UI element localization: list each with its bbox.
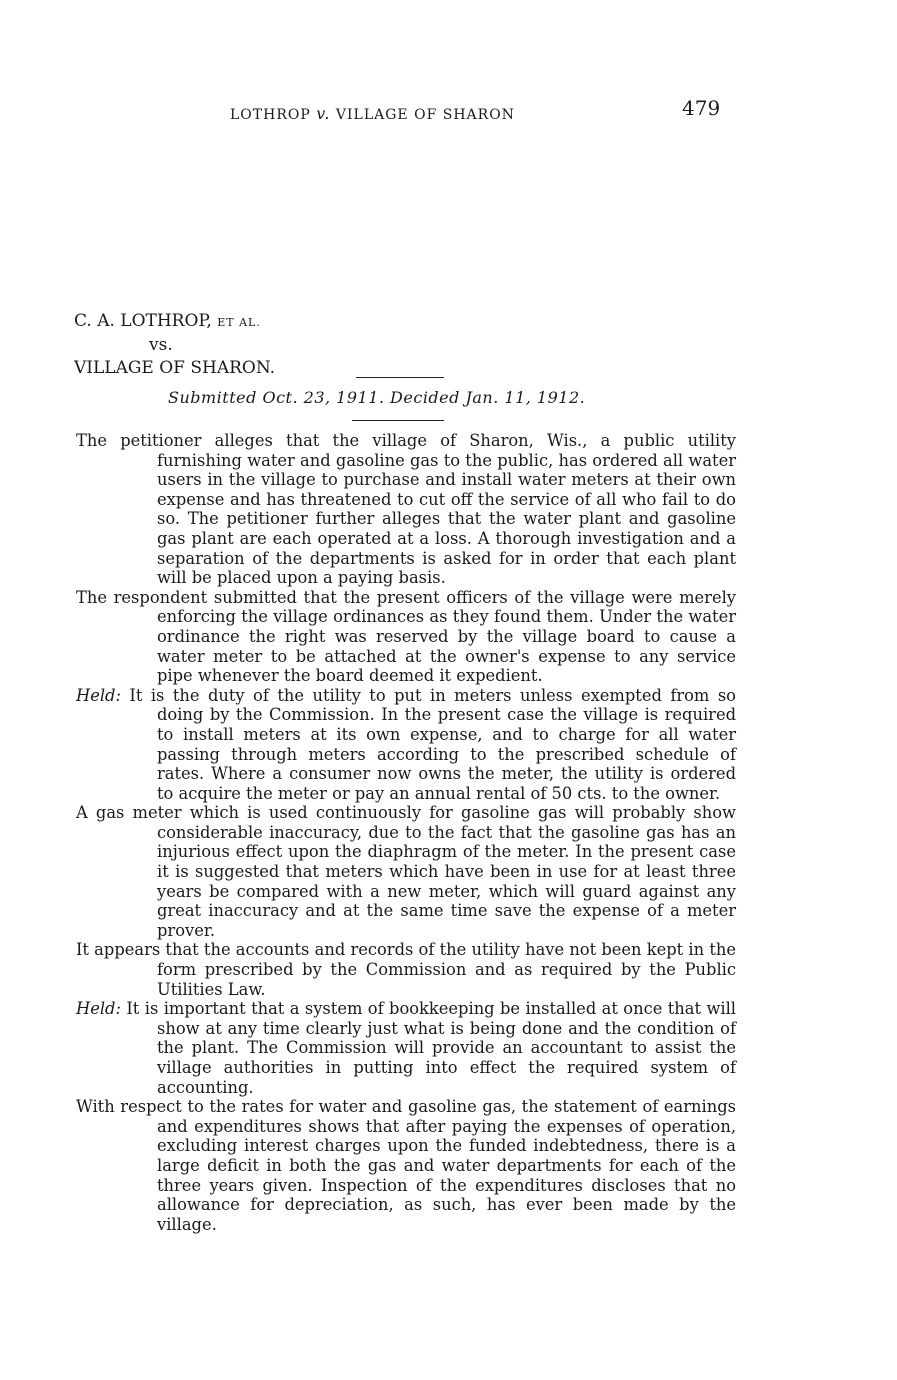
held-label: Held: (76, 999, 121, 1019)
page-number: 479 (682, 96, 721, 120)
syllabus-paragraph: A gas meter which is used continuously for gasoline gas will probably show considerable inaccuracy, due to the fact that the gasoline gas has an injurious effect upon the diaphragm of the meter. In the present case it is suggested that meters which have been in use for at least three years be compared with a new meter, which will guard against any great inaccuracy and at the same time save the expense of a meter prover. (76, 803, 736, 940)
syllabus-paragraph: The petitioner alleges that the village of Sharon, Wis., a public utility furnishing water and gasoline gas to the public, has ordered all water users in the village to purchase and install water meters at their own expense and has threatened to cut off the service of all who fail to do so. The petitioner further alleges that the water plant and gasoline gas plant are each operated at a loss. A thorough investigation and a separation of the departments is asked for in order that each plant will be placed upon a paying basis. (76, 431, 736, 588)
syllabus-paragraph: With respect to the rates for water and gasoline gas, the statement of earnings and expenditures shows that after paying the expenses of operation, excluding interest charges upon the funded indebtedness, there is a large deficit in both the gas and water departments for each of the three years given. Inspection of the expenditures discloses that no allowance for depreciation, as such, has ever been made by the village. (76, 1097, 736, 1234)
running-head (230, 104, 570, 123)
running-head-right: VILLAGE OF SHARON (335, 107, 515, 123)
et-al: ET AL. (217, 316, 261, 329)
syllabus (76, 431, 736, 1234)
syllabus-paragraph: Held: It is the duty of the utility to put in meters unless exempted from so doing by the Commission. In the present case the village is required to install meters at its own expense, and to charge for all water passing through meters according to the prescribed schedule of rates. Where a consumer now owns the meter, the utility is ordered to acquire the meter or pay an annual rental of 50 cts. to the owner. (76, 685, 736, 803)
defendant-name: VILLAGE OF SHARON. (74, 358, 276, 378)
syllabus-paragraph: Held: It is important that a system of bookkeeping be installed at once that will show at any time clearly just what is being done and the condition of the plant. The Commission will provide an accountant to assist the village authorities in putting into effect the required system of accounting. (76, 999, 736, 1097)
bottom-divider-rule (352, 420, 444, 421)
syllabus-paragraph: The respondent submitted that the present officers of the village were merely enforcing the village ordinances as they found them. Under the water ordinance the right was reserved by the village board to cause a water meter to be attached at the owner's expense to any service pipe whenever the board deemed it expedient. (76, 587, 736, 686)
held-label: Held: (76, 685, 121, 705)
versus-label: vs. (149, 335, 173, 355)
top-divider-rule (356, 377, 444, 378)
case-dates: Submitted Oct. 23, 1911. Decided Jan. 11, 1912. (168, 388, 586, 407)
syllabus-paragraph: It appears that the accounts and records of the utility have not been kept in the form prescribed by the Commission and as required by the Public Utilities Law. (76, 940, 736, 999)
running-head-versus: v. (316, 104, 331, 123)
running-head-left: LOTHROP (230, 107, 311, 123)
case-parties (74, 310, 275, 380)
plaintiff-line (74, 310, 275, 334)
plaintiff-name: C. A. LOTHROP, (74, 311, 212, 331)
